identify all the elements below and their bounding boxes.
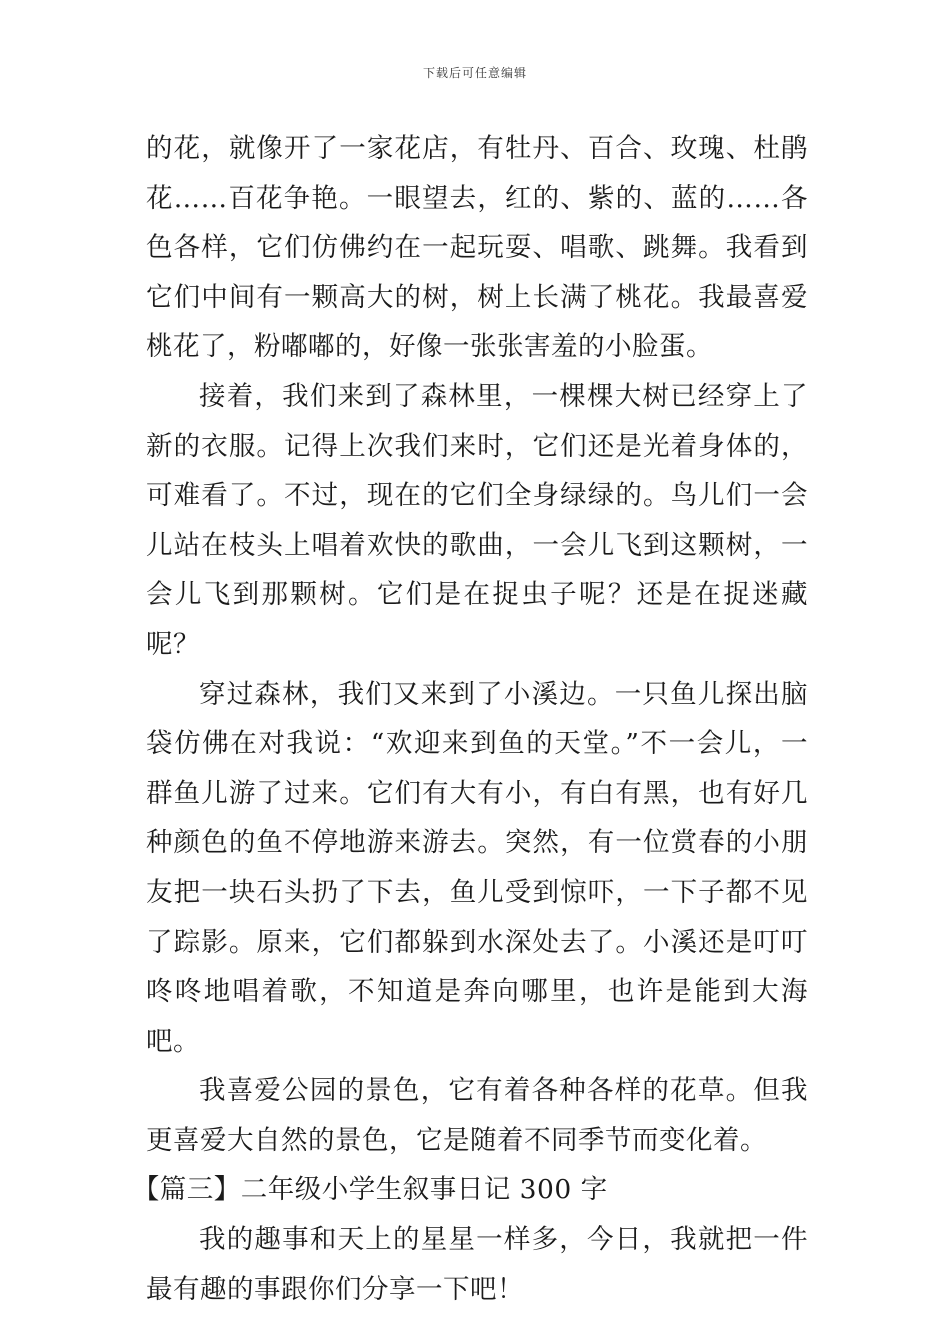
page-header-note: 下载后可任意编辑 — [422, 66, 527, 80]
paragraph-stream: 穿过森林，我们又来到了小溪边。一只鱼儿探出脑袋仿佛在对我说：“欢迎来到鱼的天堂。”不一会儿，一群鱼儿游了过来。它们有大有小，有白有黑，也有好几种颜色的鱼不停地游来游去。突然，有一位赏春的小朋友把一块石头扔了下去，鱼儿受到惊吓，一下子都不见了踪影。原来，它们都躲到水深处去了。小溪还是叮叮咚咚地唱着歌，不知道是奔向哪里，也许是能到大海吧。 — [146, 678, 808, 1057]
paragraph-flowers: 的花，就像开了一家花店，有牡丹、百合、玫瑰、杜鹃花……百花争艳。一眼望去，红的、紫的、蓝的……各色各样，它们仿佛约在一起玩耍、唱歌、跳舞。我看到它们中间有一颗高大的树，树上长满了桃花。我最喜爱桃花了，粉嘟嘟的，好像一张张害羞的小脸蛋。 — [146, 133, 808, 363]
document-body — [132, 124, 808, 1314]
paragraph-story-intro: 我的趣事和天上的星星一样多，今日，我就把一件最有趣的事跟你们分享一下吧！ — [146, 1224, 808, 1305]
section-heading: 【篇三】二年级小学生叙事日记 300 字 — [132, 1174, 608, 1206]
paragraph-forest: 接着，我们来到了森林里，一棵棵大树已经穿上了新的衣服。记得上次我们来时，它们还是光着身体的，可难看了。不过，现在的它们全身绿绿的。鸟儿们一会儿站在枝头上唱着欢快的歌曲，一会儿飞到这颗树，一会儿飞到那颗树。它们是在捉虫子呢？还是在捉迷藏呢？ — [146, 380, 808, 660]
paragraph-conclusion: 我喜爱公园的景色，它有着各种各样的花草。但我更喜爱大自然的景色，它是随着不同季节而变化着。 — [146, 1075, 808, 1156]
